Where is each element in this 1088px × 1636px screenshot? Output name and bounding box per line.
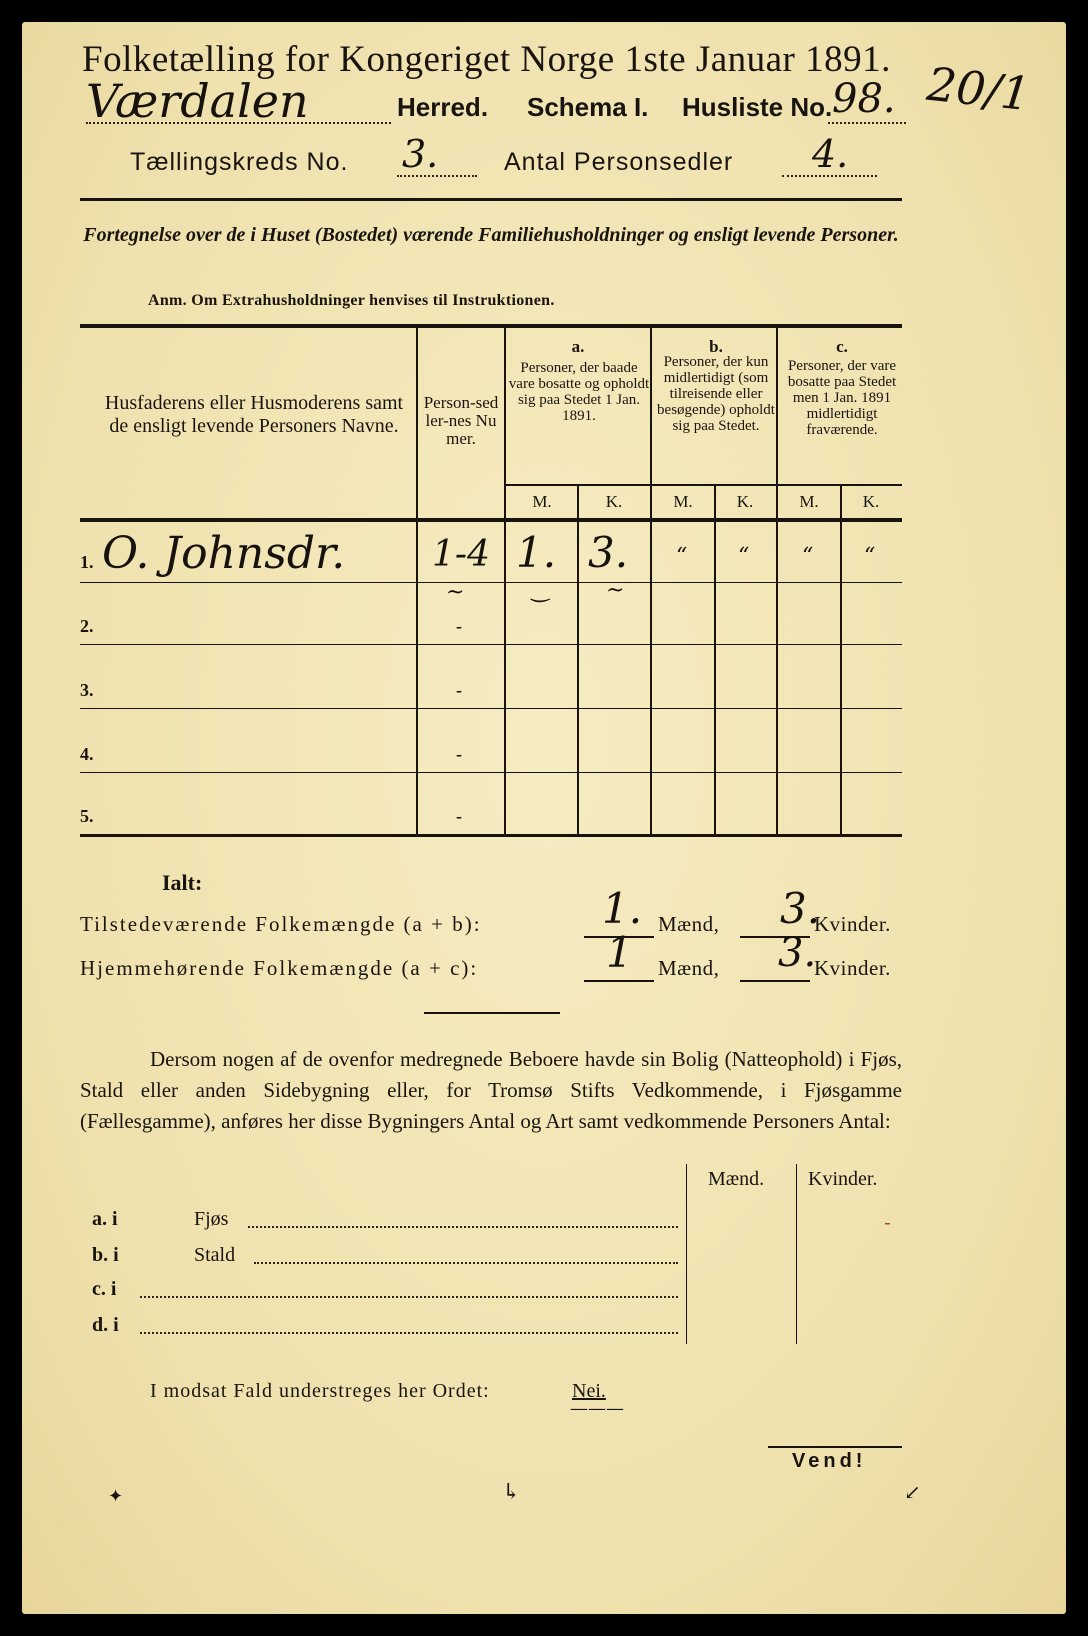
hjemme-maend-line (584, 980, 654, 982)
header-names: Husfaderens eller Husmoderens samt de ensligt levende Personers Navne. (104, 392, 404, 437)
c-k-label: K. (862, 492, 880, 511)
husliste-dotted-line (828, 122, 906, 124)
a-k-label: K. (605, 492, 623, 511)
table-bottom-rule (80, 834, 902, 837)
col-divider-b-mk (714, 484, 716, 834)
hjemme-kvinder-line (740, 980, 810, 982)
ditto-mark-icon: ~ (446, 580, 465, 605)
row-number: 5. (80, 806, 94, 826)
tilstede-label: Tilstedeværende Folkemængde (a + b): (80, 912, 482, 936)
nei-word: Nei. (572, 1380, 606, 1402)
row-rule-1 (80, 582, 902, 583)
kreds-handwritten: 3. (402, 132, 439, 176)
row-number: 1. (80, 552, 94, 572)
header-b-letter: b. (709, 337, 723, 356)
table-top-rule (80, 324, 902, 328)
buildings-divider-right (796, 1164, 797, 1344)
buildings-kvinder-header: Kvinder. (808, 1168, 878, 1190)
row-numer: - (456, 680, 462, 700)
antal-dotted-line (782, 175, 877, 177)
form-title: Folketælling for Kongeriget Norge 1ste Januar 1891. (82, 39, 891, 80)
building-item-label: d. i (92, 1314, 119, 1336)
binding-hole-icon: ↳ (502, 1480, 521, 1505)
census-form-page (22, 22, 1066, 1614)
kvinder-label: Kvinder. (814, 956, 891, 980)
buildings-kvinder-mark: - (884, 1210, 891, 1234)
antal-handwritten: 4. (812, 132, 849, 176)
hjemme-label: Hjemmehørende Folkemængde (a + c): (80, 956, 479, 980)
nei-underline-stroke: ——— (570, 1398, 624, 1419)
building-item-dotted-line (140, 1296, 678, 1298)
row-numer: - (456, 806, 462, 826)
row-numer: 1-4 (432, 534, 490, 575)
husliste-label: Husliste No. (682, 92, 833, 122)
col-divider-numer (504, 328, 506, 834)
ditto-mark-icon: ~ (606, 578, 625, 603)
modsat-text: I modsat Fald understreges her Ordet: (150, 1380, 490, 1402)
buildings-paragraph: Dersom nogen af de ovenfor medregnede Beboere havde sin Bolig (Natteophold) i Fjøs, Stald eller anden Sidebygning eller, for Tromsø Stifts Vedkommende, i Fjøsgamme (Fællesgamme), anføres her disse Bygningers Antal og Art samt vedkommende Personers Antal: (80, 1047, 902, 1133)
b-k-label: K. (736, 492, 754, 511)
herred-dotted-line (86, 122, 391, 124)
building-item-dotted-line (254, 1262, 678, 1264)
annotation-note: Anm. Om Extrahusholdninger henvises til Instruktionen. (148, 292, 555, 309)
header-c-letter: c. (836, 337, 848, 356)
binding-hole-icon: ↙ (904, 1480, 921, 1504)
row-numer: - (456, 616, 462, 636)
row-rule-2 (80, 644, 902, 645)
col-divider-names (416, 328, 418, 834)
buildings-divider-left (686, 1164, 687, 1344)
kreds-dotted-line (397, 175, 477, 177)
antal-label: Antal Personsedler (504, 148, 734, 176)
header-c-text: Personer, der vare bosatte paa Stedet men 1 Jan. 1891 midlertidigt fraværende. (787, 358, 897, 438)
schema-label: Schema I. (527, 92, 649, 122)
row-number: 3. (80, 680, 94, 700)
building-item-dotted-line (140, 1332, 678, 1334)
col-divider-a-mk (577, 484, 579, 834)
row-b-m: “ (676, 544, 688, 569)
row-rule-3 (80, 708, 902, 709)
a-m-label: M. (532, 492, 552, 511)
tilstede-maend-value: 1. (602, 884, 643, 933)
vend-label: Vend! (792, 1450, 867, 1472)
ditto-mark-icon: ‿ (532, 578, 550, 603)
kvinder-label: Kvinder. (814, 912, 891, 936)
hjemme-kvinder-value: 3. (778, 930, 817, 976)
row-a-m: 1. (516, 528, 557, 577)
col-divider-a (650, 328, 652, 834)
mk-top-rule (506, 484, 902, 486)
row-numer: - (456, 744, 462, 764)
table-header-bottom-rule (80, 518, 902, 522)
b-m-label: M. (673, 492, 693, 511)
building-item-name: Fjøs (194, 1208, 229, 1230)
row-name: O. Johnsdr. (102, 528, 346, 579)
row-number: 2. (80, 616, 94, 636)
building-item-dotted-line (248, 1226, 678, 1228)
vend-rule (768, 1446, 902, 1448)
row-b-k: “ (738, 544, 750, 569)
col-divider-b (776, 328, 778, 834)
header-b-text: Personer, der kun midlertidigt (som tilreisende eller besøgende) opholdt sig paa Stedet. (657, 354, 775, 434)
herred-handwritten: Værdalen (86, 74, 309, 128)
col-divider-c-mk (840, 484, 842, 834)
row-rule-4 (80, 772, 902, 773)
corner-note-handwritten: 20/1 (924, 56, 1033, 122)
row-a-k: 3. (588, 528, 629, 577)
building-item-label: c. i (92, 1278, 117, 1300)
maend-label: Mænd, (658, 912, 720, 936)
header-rule (80, 198, 902, 201)
building-item-name: Stald (194, 1244, 236, 1266)
separator-rule (424, 1012, 560, 1014)
herred-label: Herred. (397, 92, 489, 122)
husliste-handwritten: 98. (832, 76, 896, 122)
tilstede-kvinder-value: 3. (780, 884, 821, 933)
kreds-label: Tællingskreds No. (130, 148, 349, 176)
hjemme-maend-value: 1 (606, 928, 633, 977)
maend-label: Mænd, (658, 956, 720, 980)
row-c-m: “ (802, 544, 814, 569)
building-item-label: b. i (92, 1244, 119, 1266)
row-c-k: “ (864, 544, 876, 569)
ialt-label: Ialt: (162, 870, 203, 895)
c-m-label: M. (799, 492, 819, 511)
building-item-label: a. i (92, 1208, 118, 1230)
header-numer: Person-sedler-nes Numer. (423, 393, 499, 448)
header-a-letter: a. (571, 337, 585, 356)
row-number: 4. (80, 744, 94, 764)
buildings-maend-header: Mænd. (708, 1168, 765, 1190)
header-a-text: Personer, der baade vare bosatte og opholdt sig paa Stedet 1 Jan. 1891. (508, 360, 650, 424)
binding-hole-icon: ✦ (108, 1486, 124, 1507)
section-heading: Fortegnelse over de i Huset (Bostedet) værende Familiehusholdninger og ensligt levende Personer. (83, 224, 899, 246)
